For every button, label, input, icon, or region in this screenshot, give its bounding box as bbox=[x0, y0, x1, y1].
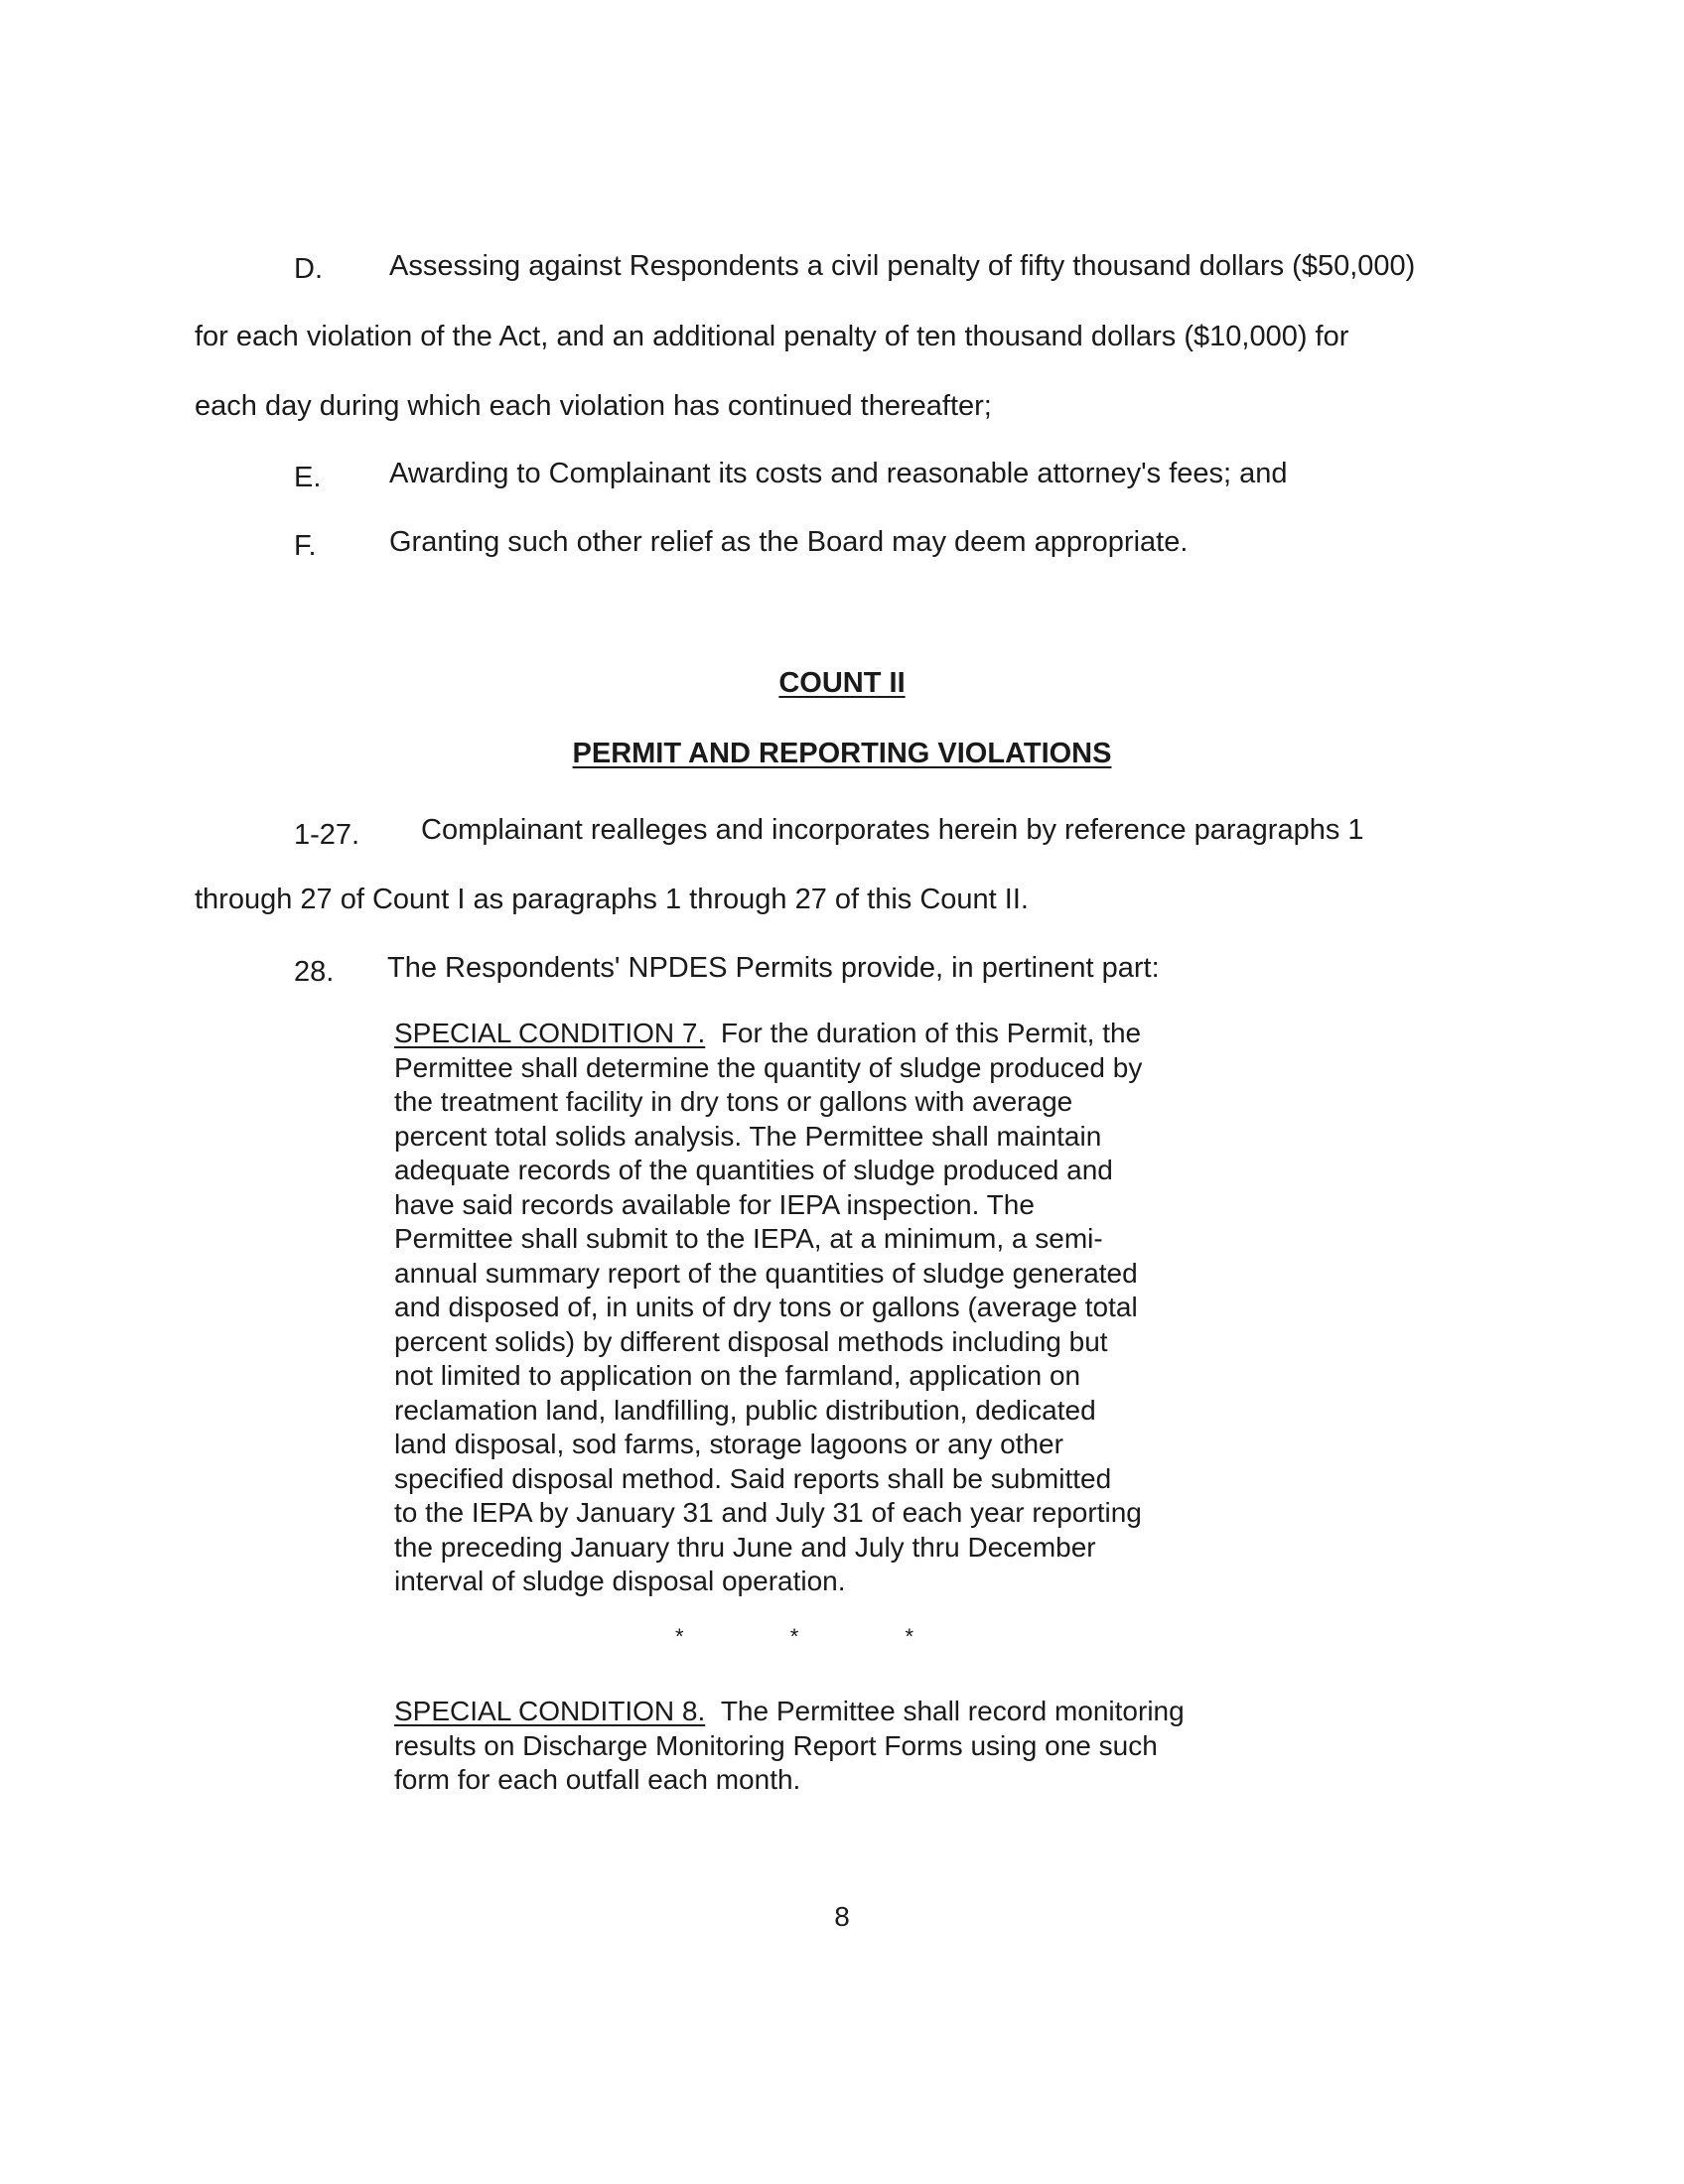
ellipsis-star: * bbox=[905, 1624, 913, 1649]
special-condition-7-line bbox=[394, 1017, 1288, 1051]
count-subheading: PERMIT AND REPORTING VIOLATIONS bbox=[572, 738, 1112, 769]
special-condition-7-line: percent solids) by different disposal methods including but bbox=[394, 1325, 1108, 1357]
special-condition-7-line: land disposal, sod farms, storage lagoons or any other bbox=[394, 1429, 1063, 1459]
special-condition-8-quote bbox=[394, 1695, 1288, 1798]
special-condition-7-line: the treatment facility in dry tons or gallons with average bbox=[394, 1086, 1073, 1117]
ellipsis-star: * bbox=[789, 1624, 799, 1649]
special-condition-7-label: SPECIAL CONDITION 7. bbox=[394, 1018, 706, 1048]
special-condition-7-line: Permittee shall determine the quantity of sludge produced by bbox=[394, 1051, 1143, 1083]
special-condition-7-line: have said records available for IEPA inspection. The bbox=[394, 1188, 1035, 1220]
special-condition-8-line bbox=[394, 1695, 1288, 1729]
special-condition-8-label: SPECIAL CONDITION 8. bbox=[394, 1696, 706, 1726]
special-condition-7-line: not limited to application on the farmland, application on bbox=[394, 1360, 1081, 1391]
special-condition-7-line: reclamation land, landfilling, public distribution, dedicated bbox=[394, 1394, 1096, 1426]
special-condition-7-quote bbox=[394, 1017, 1288, 1599]
paragraph-1-27-number: 1-27. bbox=[294, 819, 360, 851]
special-condition-7-line: to the IEPA by January 31 and July 31 of each year reporting bbox=[394, 1497, 1142, 1528]
paragraph-1-27-text: Complainant realleges and incorporates herein by reference paragraphs 1 bbox=[421, 814, 1364, 846]
relief-item-f-letter: F. bbox=[294, 530, 317, 562]
relief-item-d-continuation-1: for each violation of the Act, and an additional penalty of ten thousand dollars ($10,000) for bbox=[195, 321, 1349, 352]
special-condition-7-line: annual summary report of the quantities of sludge generated bbox=[394, 1257, 1138, 1289]
special-condition-7-text: For the duration of this Permit, the bbox=[720, 1018, 1142, 1048]
special-condition-7-line: and disposed of, in units of dry tons or gallons (average total bbox=[394, 1292, 1138, 1322]
special-condition-8-line: form for each outfall each month. bbox=[394, 1764, 801, 1795]
relief-item-e-letter: E. bbox=[294, 462, 322, 493]
special-condition-7-line: Permittee shall submit to the IEPA, at a minimum, a semi- bbox=[394, 1223, 1103, 1254]
relief-item-d-continuation-2: each day during which each violation has continued thereafter; bbox=[195, 390, 992, 422]
count-heading: COUNT II bbox=[778, 667, 906, 699]
paragraph-28-text: The Respondents' NPDES Permits provide, in pertinent part: bbox=[387, 952, 1160, 984]
special-condition-8-text: The Permittee shall record monitoring bbox=[720, 1696, 1185, 1726]
special-condition-7-line: adequate records of the quantities of sludge produced and bbox=[394, 1155, 1113, 1185]
ellipsis-stars bbox=[675, 1624, 913, 1650]
relief-item-d-letter: D. bbox=[294, 253, 323, 285]
special-condition-7-line: interval of sludge disposal operation. bbox=[394, 1566, 846, 1596]
special-condition-7-line: the preceding January thru June and July thru December bbox=[394, 1531, 1096, 1563]
special-condition-8-line: results on Discharge Monitoring Report Forms using one such bbox=[394, 1729, 1158, 1761]
special-condition-7-line: specified disposal method. Said reports shall be submitted bbox=[394, 1462, 1112, 1494]
relief-item-d-text: Assessing against Respondents a civil penalty of fifty thousand dollars ($50,000) bbox=[389, 250, 1416, 282]
relief-item-f-text: Granting such other relief as the Board may deem appropriate. bbox=[389, 526, 1189, 558]
paragraph-28-number: 28. bbox=[294, 956, 335, 988]
special-condition-7-line: percent total solids analysis. The Permittee shall maintain bbox=[394, 1120, 1102, 1152]
relief-item-e-text: Awarding to Complainant its costs and reasonable attorney's fees; and bbox=[389, 458, 1288, 489]
paragraph-1-27-continuation: through 27 of Count I as paragraphs 1 through 27 of this Count II. bbox=[195, 884, 1029, 915]
ellipsis-star: * bbox=[675, 1624, 684, 1649]
page-number: 8 bbox=[834, 1901, 850, 1932]
